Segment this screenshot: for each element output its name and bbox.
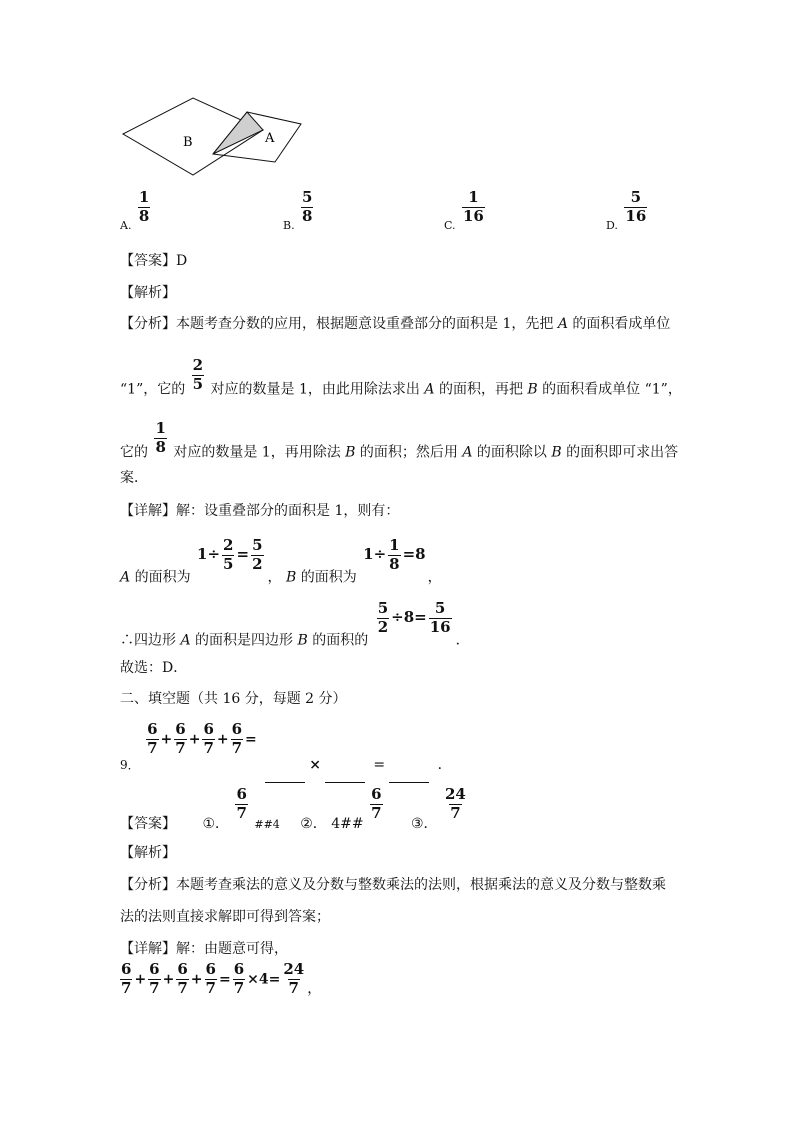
- option-letter: D.: [606, 219, 618, 233]
- blank-2[interactable]: [325, 768, 365, 783]
- fraction-6-7: $\frac{6}{7}$: [231, 720, 243, 757]
- section-title: 二、填空题（共 16 分，每题 2 分）: [120, 691, 347, 707]
- equation-ratio: $\frac{5}{2}$ ÷8= $\frac{5}{16}$: [377, 599, 451, 636]
- option-letter: A.: [120, 219, 132, 233]
- equation-area-b: 1÷ $\frac{1}{8}$ =8: [363, 536, 426, 573]
- option-c: [444, 188, 487, 233]
- label-a: A: [265, 131, 275, 146]
- analysis-text-line: 【分析】本题考查分数的应用，根据题意设重叠部分的面积是 1，先把 A 的面积看成单位: [120, 316, 671, 332]
- option-fraction: $\frac{1}{8}$: [138, 188, 150, 225]
- option-fraction: $\frac{1}{16}$: [462, 188, 484, 225]
- q9-answer: 【答案】 ①． $\frac{6}{7}$ $_{\#\#4}$ ②． 4## $\frac{6}{7}$ ③． $\frac{24}{7}$: [120, 785, 466, 833]
- equation-area-a: 1÷ $\frac{2}{5}$ = $\frac{5}{2}$: [197, 536, 263, 573]
- analysis-text-line: 它的 $\frac{1}{8}$ 对应的数量是 1，再用除法 B 的面积；然后用 A 的面积除以 B 的面积即可求出答: [120, 419, 679, 461]
- analysis-heading: 【解析】: [120, 845, 176, 861]
- analysis-heading: 【解析】: [120, 285, 176, 301]
- answer-fraction-24-7: $\frac{24}{7}$: [444, 785, 466, 822]
- option-b: [283, 188, 315, 233]
- analysis-text-line: “1”，它的 $\frac{2}{5}$ 对应的数量是 1，由此用除法求出 A 的面积，再把 B 的面积看成单位 “1”，: [120, 356, 682, 398]
- blank-1[interactable]: [265, 768, 305, 783]
- fraction-6-7: $\frac{6}{7}$: [175, 720, 186, 757]
- answer-fraction-6-7: $\frac{6}{7}$: [371, 785, 382, 822]
- final-equation: $\frac{6}{7}$ + $\frac{6}{7}$ + $\frac{6}{7}$ + $\frac{6}{7}$ = $\frac{6}{7}$ ×4= $\frac{24}{7}$ ，: [121, 960, 322, 998]
- option-fraction: $\frac{5}{16}$: [625, 188, 647, 225]
- detail-equations: A 的面积为 1÷ $\frac{2}{5}$ = $\frac{5}{2}$ ， B 的面积为 1÷ $\frac{1}{8}$ =8 ，: [120, 536, 442, 586]
- fraction-6-7: $\frac{6}{7}$: [147, 720, 158, 757]
- detail-heading: 【详解】解：由题意可得，: [120, 941, 288, 957]
- detail-heading: 【详解】解：设重叠部分的面积是 1，则有：: [120, 503, 400, 519]
- option-fraction: $\frac{5}{8}$: [302, 188, 313, 225]
- fraction-1-8: $\frac{1}{8}$: [155, 419, 166, 456]
- blank-3[interactable]: [389, 768, 429, 783]
- answer-line: 【答案】D: [120, 253, 188, 269]
- analysis-text-line: 法的法则直接求解即可得到答案；: [120, 909, 330, 925]
- therefore-line: ∴四边形 A 的面积是四边形 B 的面积的 $\frac{5}{2}$ ÷8= $\frac{5}{16}$ ．: [120, 599, 470, 649]
- conclusion-line: 故选：D．: [120, 660, 188, 676]
- option-letter: B.: [283, 219, 295, 233]
- question-9: 9． $\frac{6}{7}$ + $\frac{6}{7}$ + $\frac{6}{7}$ + $\frac{6}{7}$ = × = ．: [120, 722, 452, 757]
- overlap-figure: [115, 90, 315, 185]
- option-letter: C.: [444, 219, 456, 233]
- label-b: B: [183, 135, 193, 150]
- fraction-6-7: $\frac{6}{7}$: [203, 720, 214, 757]
- fraction-2-5: $\frac{2}{5}$: [192, 356, 204, 393]
- analysis-text-line: 案．: [120, 470, 148, 486]
- answer-fraction-6-7: $\frac{6}{7}$: [236, 785, 247, 822]
- analysis-text-line: 【分析】本题考查乘法的意义及分数与整数乘法的法则，根据乘法的意义及分数与整数乘: [120, 877, 666, 893]
- option-a: [120, 188, 152, 233]
- option-d: [606, 188, 649, 233]
